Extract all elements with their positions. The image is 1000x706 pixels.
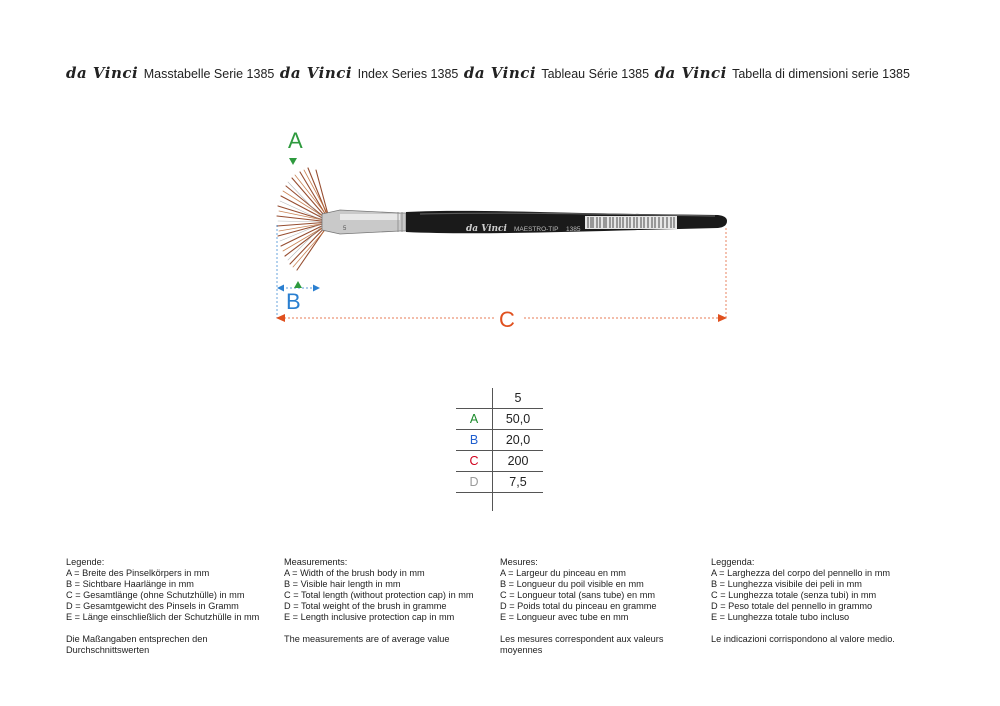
legend-german (66, 557, 259, 656)
table-row (456, 409, 543, 430)
brush-ferrule (322, 210, 406, 234)
handle-product-name: MAESTRO-TIP (514, 226, 559, 233)
dimension-label-c: C (499, 307, 515, 332)
size-header: 5 (493, 388, 544, 409)
row-value-d: 7,5 (493, 472, 544, 493)
legend-note: moyennes (500, 645, 543, 655)
legend-note: Les mesures correspondent aux valeurs (500, 634, 664, 644)
row-label-b: B (456, 430, 493, 451)
table-row (456, 472, 543, 493)
legend-title: Mesures: (500, 557, 538, 567)
legend-line: C = Total length (without protection cap) in mm (284, 590, 474, 600)
ferrule-highlight (340, 214, 400, 220)
brand-logo: da Vinci (279, 64, 353, 82)
row-label-a: A (456, 409, 493, 430)
legend-line: B = Visible hair length in mm (284, 579, 401, 589)
row-label-c: C (456, 451, 493, 472)
legend-note: The measurements are of average value (284, 634, 450, 644)
legend-line: C = Lunghezza totale (senza tubi) in mm (711, 590, 877, 600)
row-value-c: 200 (493, 451, 544, 472)
dimension-label-b: B (286, 289, 301, 314)
table-row (456, 430, 543, 451)
legend-english (284, 557, 474, 645)
legend-line: A = Larghezza del corpo del pennello in mm (711, 568, 891, 578)
legend-line: B = Sichtbare Haarlänge in mm (66, 579, 194, 589)
arrow-up-icon (294, 281, 302, 288)
arrow-left-icon (276, 314, 285, 322)
table-header-row (456, 388, 543, 409)
legend-line: B = Lunghezza visibile dei peli in mm (711, 579, 862, 589)
arrow-left-icon (277, 285, 284, 292)
header-title-de: Masstabelle Serie 1385 (143, 67, 275, 81)
legend-title: Leggenda: (711, 557, 755, 567)
row-value-b: 20,0 (493, 430, 544, 451)
legend-line: B = Longueur du poil visible en mm (500, 579, 644, 589)
table-tail-row (456, 493, 543, 512)
header-title-en: Index Series 1385 (357, 67, 459, 81)
legend-note: Le indicazioni corrispondono al valore medio. (711, 634, 895, 644)
row-label-d: D (456, 472, 493, 493)
table-row (456, 451, 543, 472)
brand-logo: da Vinci (463, 64, 537, 82)
legend-line: C = Gesamtlänge (ohne Schutzhülle) in mm (66, 590, 245, 600)
legend-title: Legende: (66, 557, 105, 567)
legend-line: D = Peso totale del pennello in grammo (711, 601, 873, 611)
legend-line: D = Gesamtgewicht des Pinsels in Gramm (66, 601, 239, 611)
legend-note: Die Maßangaben entsprechen den (66, 634, 208, 644)
header-title-it: Tabella di dimensioni serie 1385 (732, 67, 910, 81)
legend-line: E = Longueur avec tube en mm (500, 612, 629, 622)
dimensions-table (456, 388, 543, 511)
legend-line: D = Total weight of the brush in gramme (284, 601, 447, 611)
brand-logo: da Vinci (654, 64, 727, 82)
header-title-fr: Tableau Série 1385 (541, 67, 650, 81)
legend-line: D = Poids total du pinceau en gramme (500, 601, 657, 611)
legend-line: A = Width of the brush body in mm (284, 568, 425, 578)
legend-line: E = Länge einschließlich der Schutzhülle in mm (66, 612, 260, 622)
legend-line: E = Lunghezza totale tubo incluso (711, 612, 850, 622)
table-empty-cell (493, 493, 544, 512)
legend-italian (711, 557, 895, 645)
legend-line: C = Longueur total (sans tube) en mm (500, 590, 655, 600)
dimension-label-a: A (288, 128, 303, 153)
legend-line: A = Breite des Pinselkörpers in mm (66, 568, 210, 578)
handle-series-number: 1385 (566, 226, 581, 233)
arrow-down-icon (289, 158, 297, 165)
table-corner-cell (456, 388, 493, 409)
legend-line: E = Length inclusive protection cap in mm (284, 612, 455, 622)
table-empty-cell (456, 493, 493, 512)
arrow-right-icon (313, 285, 320, 292)
legend-note: Durchschnittswerten (66, 645, 150, 655)
arrow-right-icon (718, 314, 727, 322)
legend-title: Measurements: (284, 557, 348, 567)
handle-brand-logo: da Vinci (466, 224, 507, 234)
legend-line: A = Largeur du pinceau en mm (500, 568, 626, 578)
legend-french (500, 557, 663, 656)
brand-logo: da Vinci (66, 64, 139, 82)
ferrule-size-label: 5 (343, 226, 347, 232)
row-value-a: 50,0 (493, 409, 544, 430)
handle-barcode (585, 216, 677, 229)
